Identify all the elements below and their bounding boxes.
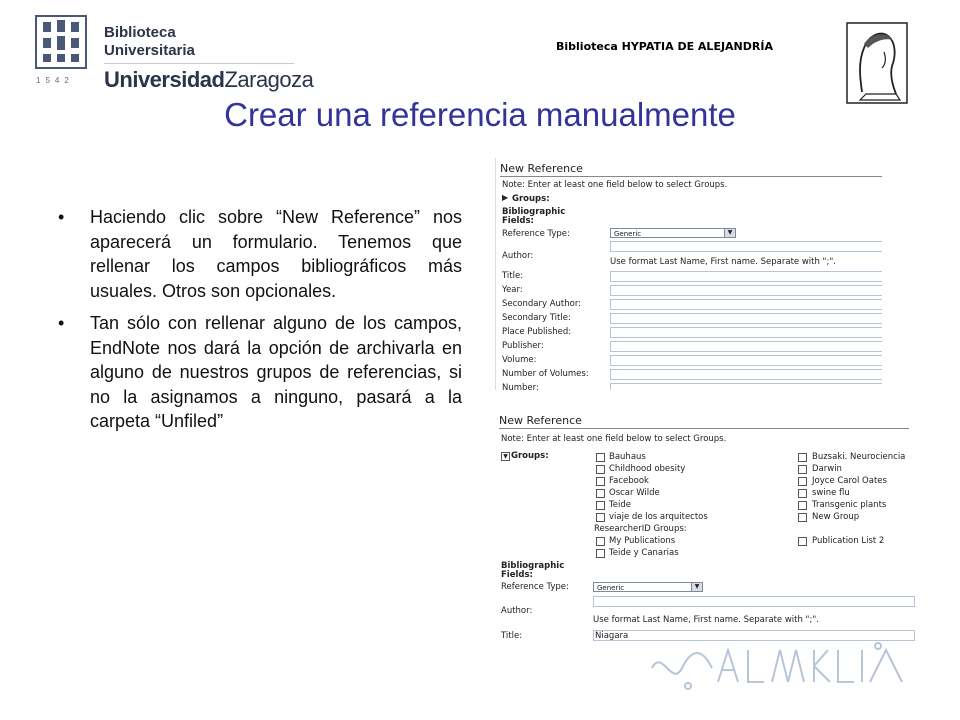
logo-line-biblioteca: Biblioteca <box>104 24 176 41</box>
field-label-publisher: Publisher: <box>502 341 544 351</box>
checkbox-icon[interactable] <box>798 465 807 474</box>
bullet-item <box>58 205 462 303</box>
group-item: Childhood obesity <box>609 464 686 474</box>
field-label-secondary-author: Secondary Author: <box>502 299 582 309</box>
new-reference-form-screenshot <box>495 158 882 390</box>
checkbox-icon[interactable] <box>798 513 807 522</box>
field-label-number-of-volumes: Number of Volumes: <box>502 369 589 379</box>
library-name: Biblioteca HYPATIA DE ALEJANDRÍA <box>556 40 773 53</box>
publisher-field[interactable] <box>610 341 882 352</box>
reference-type-value: Generic <box>597 584 625 592</box>
dropdown-arrow-icon: ▼ <box>691 583 702 591</box>
reference-type-select[interactable] <box>610 228 736 238</box>
reference-type-label: Reference Type: <box>502 229 570 239</box>
group-item: Teide y Canarias <box>609 548 679 558</box>
groups-label: Groups: <box>511 451 549 461</box>
university-logo <box>30 12 314 92</box>
group-item: New Group <box>812 512 860 522</box>
field-label-title: Title: <box>502 271 524 281</box>
volume-field[interactable] <box>610 355 882 366</box>
group-item: Transgenic plants <box>812 500 887 510</box>
author-hint: Use format Last Name, First name. Separate with ";". <box>610 257 836 267</box>
fields-label: Fields: <box>501 570 533 580</box>
logo-year: 1542 <box>36 76 74 85</box>
checkbox-icon[interactable] <box>596 477 605 486</box>
expand-triangle-icon[interactable]: ▶ <box>502 193 509 202</box>
bullet-glyph: • <box>58 207 65 227</box>
checkbox-icon[interactable] <box>798 453 807 462</box>
checkbox-icon[interactable] <box>596 501 605 510</box>
bullet-list <box>58 205 462 442</box>
bibliographic-label: Bibliographic <box>502 207 566 217</box>
checkbox-icon[interactable] <box>596 549 605 558</box>
year-field[interactable] <box>610 285 882 296</box>
group-item: My Publications <box>609 536 676 546</box>
group-item: Joyce Carol Oates <box>812 476 887 486</box>
place-published-field[interactable] <box>610 327 882 338</box>
number-field[interactable] <box>610 383 882 390</box>
checkbox-icon[interactable] <box>596 489 605 498</box>
checkbox-icon[interactable] <box>798 501 807 510</box>
university-shield-icon <box>34 14 88 70</box>
dropdown-arrow-icon: ▼ <box>724 229 735 237</box>
group-item: swine flu <box>812 488 850 498</box>
form-note: Note: Enter at least one field below to select Groups. <box>501 434 727 444</box>
group-item: Teide <box>609 500 631 510</box>
reference-type-value: Generic <box>614 230 642 238</box>
hypatia-bust-icon <box>846 22 908 104</box>
title-label: Title: <box>501 631 523 641</box>
logo-zaragoza: Zaragoza <box>224 67 314 92</box>
bullet-glyph: • <box>58 313 65 333</box>
reference-type-select[interactable] <box>593 582 703 592</box>
checkbox-icon[interactable] <box>596 513 605 522</box>
group-item: Oscar Wilde <box>609 488 660 498</box>
author-field[interactable] <box>593 596 915 607</box>
form-title: New Reference <box>500 162 583 175</box>
secondary-title-field[interactable] <box>610 313 882 324</box>
slide-title: Crear una referencia manualmente <box>224 96 736 133</box>
checkbox-icon[interactable] <box>596 453 605 462</box>
author-label: Author: <box>501 606 533 616</box>
checkbox-icon[interactable] <box>798 537 807 546</box>
group-item: Facebook <box>609 476 649 486</box>
form-title-rule <box>499 428 909 429</box>
form-title-rule <box>500 176 882 177</box>
logo-line-universidad <box>104 67 313 93</box>
title-field[interactable] <box>610 271 882 282</box>
field-label-number: Number: <box>502 383 539 390</box>
logo-divider <box>104 63 294 64</box>
reference-type-label: Reference Type: <box>501 582 569 592</box>
group-item: viaje de los arquitectos <box>609 512 708 522</box>
logo-universidad: Universidad <box>104 67 225 92</box>
checkbox-icon[interactable] <box>798 477 807 486</box>
logo-line-universitaria: Universitaria <box>104 42 195 59</box>
bullet-text: Tan sólo con rellenar alguno de los campos, EndNote nos dará la opción de archivarla en alguno de nuestros grupos de referencias, si no la asignamos a ninguno, pasará a la carpeta “Unfiled” <box>90 313 462 431</box>
number-of-volumes-field[interactable] <box>610 369 882 380</box>
group-item: Buzsaki. Neurociencia <box>812 452 906 462</box>
bullet-item <box>58 311 462 434</box>
form-note: Note: Enter at least one field below to select Groups. <box>502 180 728 190</box>
form-title: New Reference <box>499 414 582 427</box>
secondary-author-field[interactable] <box>610 299 882 310</box>
researcherid-groups-label: ResearcherID Groups: <box>594 524 687 534</box>
group-item: Publication List 2 <box>812 536 885 546</box>
decorative-pattern <box>648 638 910 692</box>
field-label-year: Year: <box>502 285 523 295</box>
bibliographic-label: Bibliographic <box>501 561 565 571</box>
checkbox-icon[interactable] <box>798 489 807 498</box>
group-item: Bauhaus <box>609 452 646 462</box>
group-item: Darwin <box>812 464 842 474</box>
author-hint: Use format Last Name, First name. Separate with ";". <box>593 615 819 625</box>
field-label-secondary-title: Secondary Title: <box>502 313 571 323</box>
collapse-groups-icon[interactable]: ▼ <box>501 452 510 461</box>
title-value: Niagara <box>595 631 629 641</box>
field-label-place-published: Place Published: <box>502 327 572 337</box>
bullet-text: Haciendo clic sobre “New Reference” nos aparecerá un formulario. Tenemos que rellenar los campos bibliográficos más usuales. Otros son opcionales. <box>90 207 462 301</box>
checkbox-icon[interactable] <box>596 465 605 474</box>
fields-label: Fields: <box>502 216 534 226</box>
author-label: Author: <box>502 251 534 261</box>
checkbox-icon[interactable] <box>596 537 605 546</box>
field-label-volume: Volume: <box>502 355 537 365</box>
author-field[interactable] <box>610 241 882 252</box>
groups-label: Groups: <box>512 194 550 204</box>
